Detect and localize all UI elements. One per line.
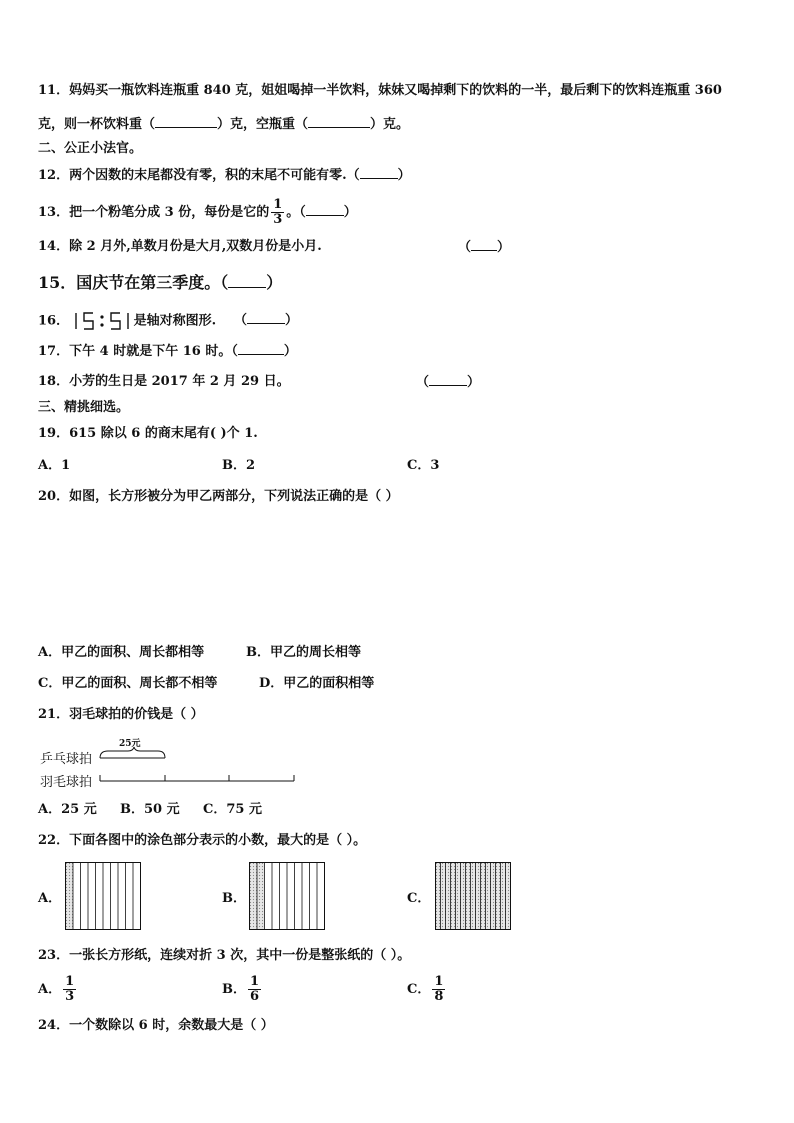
label-badminton-racket: 羽毛球拍	[40, 775, 93, 790]
answer-blank[interactable]	[306, 203, 344, 216]
fraction: $\frac{1}{6}$	[250, 974, 260, 1004]
q13-end: ）	[343, 205, 357, 220]
q19-text: 19．615 除以 6 的商末尾有( )个 1.	[38, 426, 258, 441]
q20-option-b[interactable]: B．甲乙的周长相等	[246, 645, 361, 660]
q22-option-a[interactable]: A．	[38, 891, 62, 906]
section-title-3: 三、精挑细选。	[38, 400, 130, 415]
q18-answer: （ ）	[416, 375, 481, 390]
q18-text: 18．小芳的生日是 2017 年 2 月 29 日。	[38, 374, 290, 389]
q21-option-c[interactable]: C．75 元	[203, 802, 262, 817]
q11-line2	[38, 115, 409, 134]
q22-option-b[interactable]: B．	[222, 891, 246, 906]
q14-answer: （ ）	[458, 240, 511, 255]
answer-blank[interactable]	[238, 342, 284, 355]
q11-line1: 11．妈妈买一瓶饮料连瓶重 840 克，姐姐喝掉一半饮料，妹妹又喝掉剩下的饮料的一半，最后剩下的饮料连瓶重 360	[38, 83, 722, 98]
q21-option-b[interactable]: B．50 元	[120, 802, 180, 817]
segment-lines	[38, 736, 308, 792]
q20-option-d[interactable]: D．甲乙的面积相等	[259, 676, 375, 691]
answer-blank[interactable]	[247, 311, 285, 324]
answer-blank[interactable]	[228, 275, 266, 288]
q16-answer: （ ）	[234, 313, 299, 328]
q13	[38, 198, 357, 227]
brace-value-label: 25元	[119, 739, 141, 749]
q11-text-c: ）克。	[370, 117, 410, 132]
answer-blank[interactable]	[155, 115, 217, 128]
q16-text: 是轴对称图形.	[133, 313, 217, 329]
q17	[38, 342, 297, 361]
answer-blank[interactable]	[308, 115, 370, 128]
q23-option-c[interactable]: C． $\frac{1}{8}$	[407, 974, 444, 1004]
q20-option-a[interactable]: A．甲乙的面积、周长都相等	[38, 645, 205, 660]
q13-text: 13．把一个粉笔分成 3 份，每份是它的	[38, 205, 270, 220]
answer-blank[interactable]	[360, 166, 398, 179]
line-segment-diagram	[38, 736, 308, 792]
q17-text: 17．下午 4 时就是下午 16 时。（	[38, 344, 238, 359]
q12-end: ）	[397, 168, 411, 183]
q15-end: ）	[266, 273, 283, 292]
q15-text: 15．国庆节在第三季度。（	[38, 273, 229, 292]
shaded-grid-c	[435, 862, 511, 930]
digital-clock-icon	[74, 311, 134, 331]
shaded-grid-a	[65, 862, 141, 930]
q23-text: 23．一张长方形纸，连续对折 3 次，其中一份是整张纸的（ ）。	[38, 948, 411, 963]
q19-option-c[interactable]: C．3	[407, 458, 440, 473]
q13-mid: 。（	[286, 205, 306, 220]
q23-option-b[interactable]: B． $\frac{1}{6}$	[222, 974, 260, 1004]
q21-option-a[interactable]: A．25 元	[38, 802, 97, 817]
fraction: $\frac{1}{8}$	[434, 974, 444, 1004]
q22-text: 22．下面各图中的涂色部分表示的小数，最大的是（ ）。	[38, 833, 367, 848]
q17-end: ）	[283, 344, 297, 359]
shaded-grid-b	[249, 862, 325, 930]
q15	[38, 274, 282, 292]
answer-blank[interactable]	[429, 373, 467, 386]
q20-option-c[interactable]: C．甲乙的面积、周长都不相等	[38, 676, 218, 691]
q16-number: 16．	[38, 313, 70, 329]
q12-text: 12．两个因数的末尾都没有零，积的末尾不可能有零.（	[38, 168, 360, 183]
q19-option-a[interactable]: A．1	[38, 458, 71, 473]
q22-option-c[interactable]: C．	[407, 891, 431, 906]
q19-option-b[interactable]: B．2	[222, 458, 256, 473]
q11-text-b: ）克，空瓶重（	[217, 117, 309, 132]
q23-option-a[interactable]: A． $\frac{1}{3}$	[38, 974, 75, 1004]
label-pingpong-paddle: 乒乓球拍	[40, 752, 93, 767]
q20-text: 20．如图，长方形被分为甲乙两部分，下列说法正确的是（ ）	[38, 489, 399, 504]
q16	[38, 311, 216, 331]
q24-text: 24．一个数除以 6 时，余数最大是（ ）	[38, 1018, 274, 1033]
section-title-2: 二、公正小法官。	[38, 141, 143, 156]
q14-text: 14．除 2 月外,单数月份是大月,双数月份是小月.	[38, 239, 322, 254]
q11-text-a: 克，则一杯饮料重（	[38, 117, 156, 132]
q12	[38, 166, 411, 185]
fraction: $\frac{1}{3}$	[273, 197, 283, 227]
q21-text: 21．羽毛球拍的价钱是（ ）	[38, 707, 204, 722]
answer-blank[interactable]	[471, 238, 497, 251]
fraction: $\frac{1}{3}$	[65, 974, 75, 1004]
